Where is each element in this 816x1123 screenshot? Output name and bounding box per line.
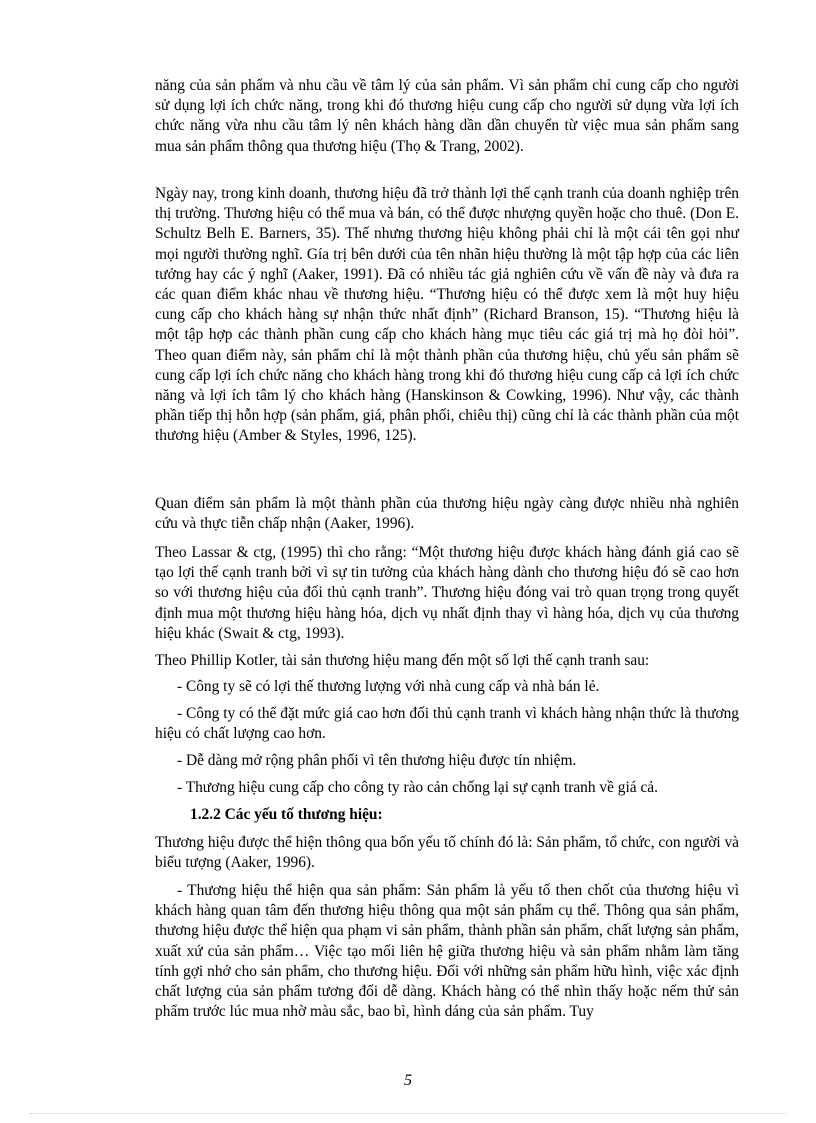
paragraph-kotler: Theo Phillip Kotler, tài sản thương hiệu mang đến một số lợi thế cạnh tranh sau: (155, 652, 650, 669)
bullet-distribution: - Dễ dàng mở rộng phân phối vì tên thương hiệu được tín nhiệm. (177, 752, 577, 769)
bullet-negotiation: - Công ty sẽ có lợi thế thương lượng với nhà cung cấp và nhà bán lẻ. (177, 678, 600, 695)
paragraph-brand-competitive-advantage: Ngày nay, trong kinh doanh, thương hiệu đã trở thành lợi thế cạnh tranh của doanh nghiệp trên thị trường. Thương hiệu có thể mua và bán, có thể được nhượng quyền hoặc cho thuê. (Don E. Schultz Belh E. Barners, 35). Thế nhưng thương hiệu không phải chỉ là một cái tên gọi như mọi người thường nghĩ. Gía trị bên dưới của tên nhãn hiệu thường là một tập hợp của các liên tưởng hay các ý nghĩ (Aaker, 1991). Đã có nhiều tác giả nghiên cứu về vấn đề này và đưa ra các quan điểm khác nhau về thương hiệu. “Thương hiệu có thể được xem là một huy hiệu cung cấp cho khách hàng sự nhận thức nhất định” (Richard Branson, 15). “Thương hiệu là một tập hợp các thành phần cung cấp cho khách hàng mục tiêu các giá trị mà họ đòi hỏi”. Theo quan điểm này, sản phẩm chỉ là một thành phần của thương hiệu, chủ yếu sản phẩm sẽ cung cấp lợi ích chức năng cho khách hàng trong khi đó thương hiệu cung cấp cả lợi ích chức năng và lợi ích tâm lý cho khách hàng (Hanskinson & Cowking, 1996). Như vậy, các thành phần tiếp thị hỗn hợp (sản phẩm, giá, phân phối, chiêu thị) cũng chỉ là các thành phần của một thương hiệu (Amber & Styles, 1996, 125). (155, 185, 739, 445)
paragraph-product-component: Quan điểm sản phẩm là một thành phần của thương hiệu ngày càng được nhiều nhà nghiên cứu và thực tiễn chấp nhận (Aaker, 1996). (155, 495, 739, 533)
bullet-pricing: - Công ty có thể đặt mức giá cao hơn đối thủ cạnh tranh vì khách hàng nhận thức là thương hiệu có chất lượng cao hơn. (155, 705, 739, 743)
section-heading: 1.2.2 Các yếu tố thương hiệu: (190, 806, 383, 823)
bullet-price-barrier: - Thương hiệu cung cấp cho công ty rào cản chống lại sự cạnh tranh về giá cả. (177, 779, 658, 796)
paragraph-product-psychology: năng của sản phẩm và nhu cầu về tâm lý của sản phẩm. Vì sản phẩm chỉ cung cấp cho người sử dụng lợi ích chức năng, trong khi đó thương hiệu cung cấp cho người sử dụng vừa lợi ích chức năng vừa nhu cầu tâm lý nên khách hàng dần dần chuyển từ việc mua sản phẩm sang mua sản phẩm thông qua thương hiệu (Thọ & Trang, 2002). (155, 77, 739, 155)
footer-divider (30, 1113, 786, 1114)
page-number: 5 (404, 1072, 412, 1089)
paragraph-brand-elements: Thương hiệu được thể hiện thông qua bốn yếu tố chính đó là: Sản phẩm, tổ chức, con người và biểu tượng (Aaker, 1996). (155, 834, 739, 872)
paragraph-brand-via-product: - Thương hiệu thể hiện qua sản phẩm: Sản phẩm là yếu tố then chốt của thương hiệu vì khách hàng quan tâm đến thương hiệu thông qua một sản phẩm cụ thể. Thông qua sản phẩm, thương hiệu được thể hiện qua phạm vi sản phẩm, thành phần sản phẩm, chất lượng sản phẩm, xuất xứ của sản phẩm… Việc tạo mối liên hệ giữa thương hiệu và sản phẩm nhằm làm tăng tính gợi nhớ cho sản phẩm, cho thương hiệu. Đối với những sản phẩm hữu hình, việc xác định chất lượng của sản phẩm tương đối dễ dàng. Khách hàng có thể nhìn thấy hoặc nếm thử sản phẩm trước lúc mua nhờ màu sắc, bao bì, hình dáng của sản phẩm. Tuy (155, 882, 739, 1021)
paragraph-lassar: Theo Lassar & ctg, (1995) thì cho rằng: “Một thương hiệu được khách hàng đánh giá cao sẽ tạo lợi thế cạnh tranh bởi vì sự tin tưởng của khách hàng dành cho thương hiệu đó sẽ cao hơn so với thương hiệu của đối thủ cạnh tranh”. Thương hiệu đóng vai trò quan trọng trong quyết định mua một thương hiệu hàng hóa, dịch vụ nhất định thay vì hàng hóa, dịch vụ của thương hiệu khác (Swait & ctg, 1993). (155, 544, 739, 642)
